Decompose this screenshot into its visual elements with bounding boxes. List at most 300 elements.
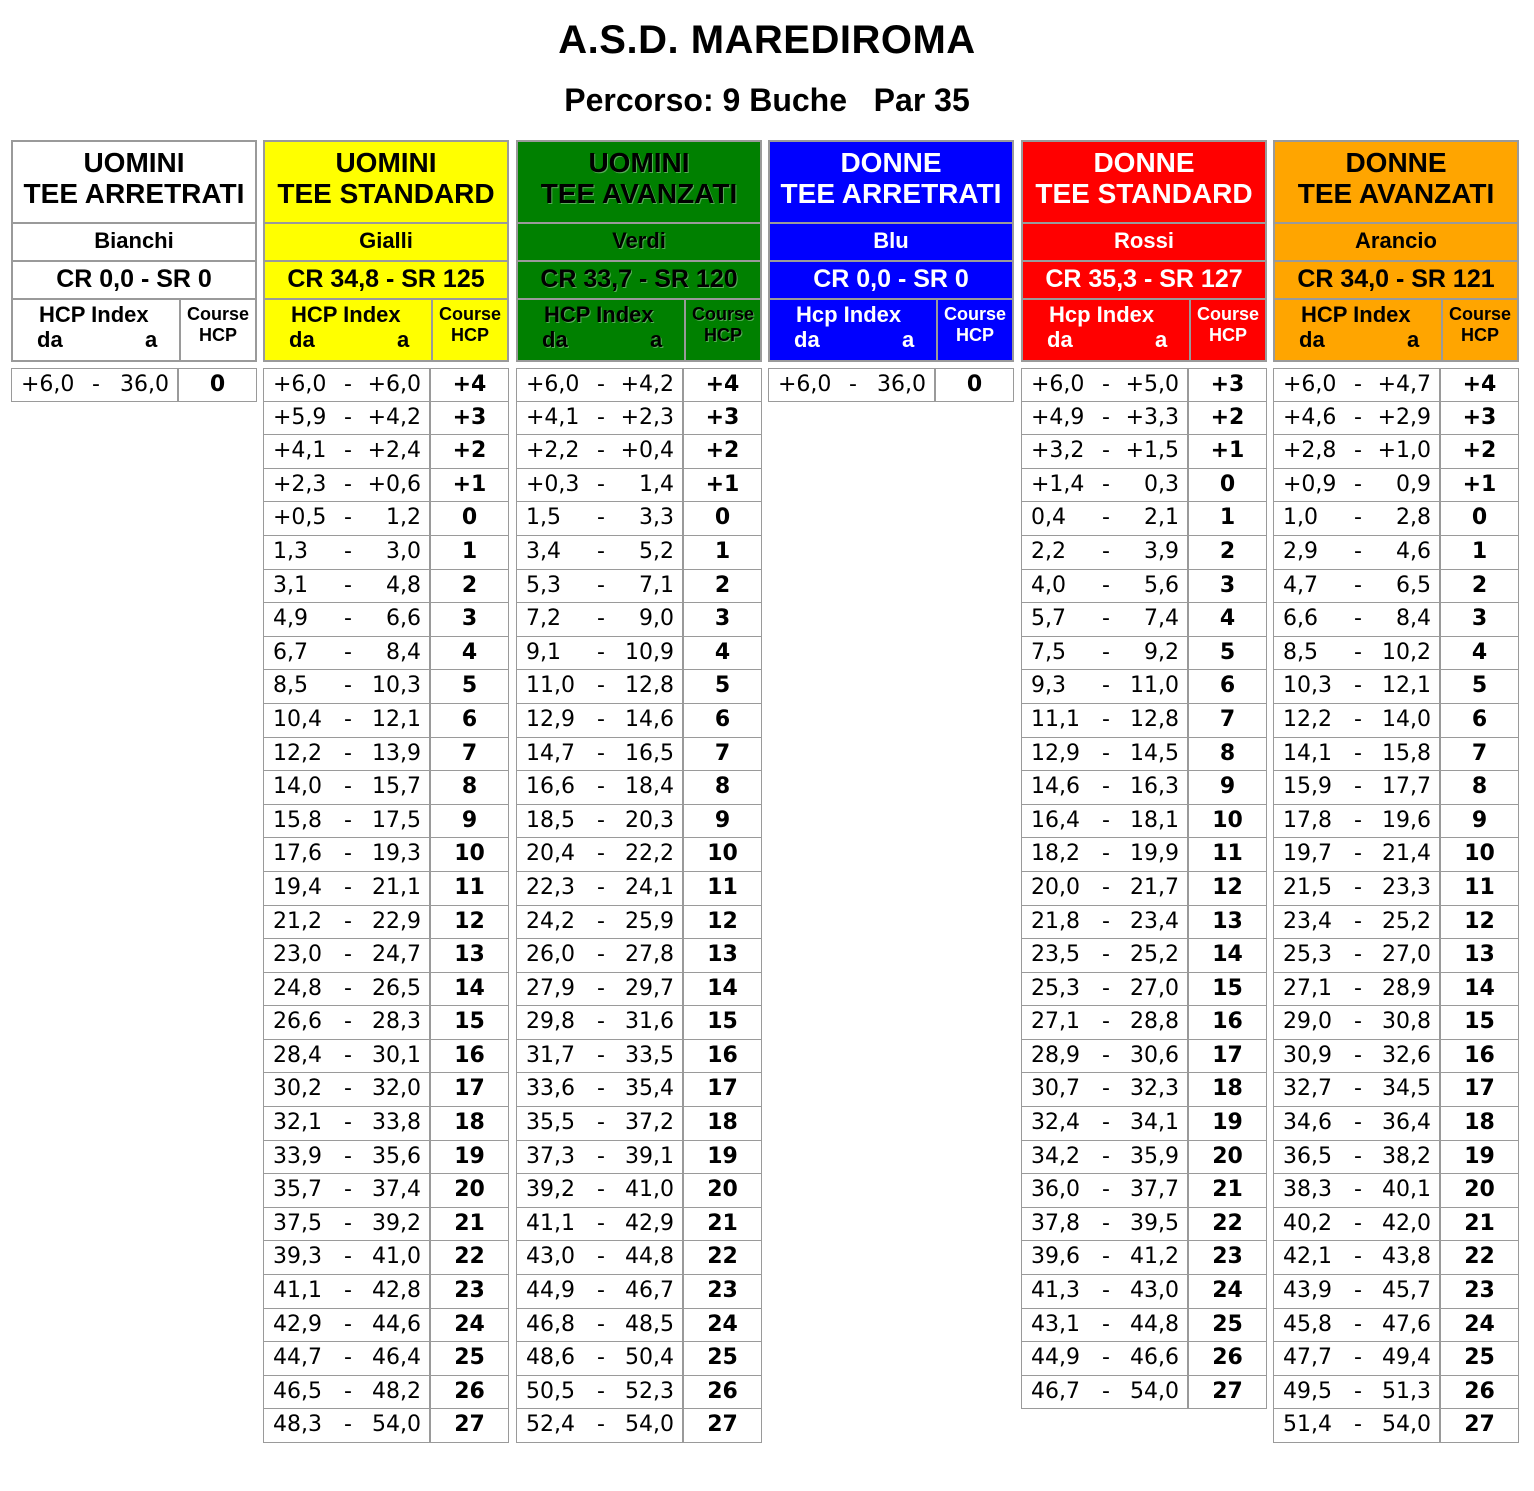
index-range: [517, 1309, 684, 1342]
range-dash: -: [344, 538, 352, 564]
course-hcp-value: 16: [454, 1042, 485, 1068]
table-row: [264, 1040, 508, 1074]
table-row: [1274, 738, 1518, 772]
table-row: [264, 872, 508, 906]
index-to: 46,6: [1130, 1345, 1179, 1371]
index-to: 18,4: [625, 774, 674, 800]
range-dash: -: [1102, 673, 1110, 699]
table-row: [1274, 1006, 1518, 1040]
table-row: [1022, 771, 1266, 805]
index-range: [264, 1342, 431, 1375]
tee-color-name: Bianchi: [13, 224, 255, 262]
range-dash: -: [344, 1042, 352, 1068]
table-row: [1274, 536, 1518, 570]
index-range: [264, 435, 431, 468]
index-from: 27,1: [1031, 1009, 1080, 1035]
index-range: [517, 1241, 684, 1274]
hcp-rows: [1021, 368, 1267, 1409]
index-range: [264, 738, 431, 771]
range-dash: -: [1102, 438, 1110, 464]
range-dash: -: [344, 1378, 352, 1404]
index-from: 15,9: [1283, 774, 1332, 800]
index-from: 37,3: [526, 1143, 575, 1169]
index-range: [264, 771, 431, 804]
range-dash: -: [597, 404, 605, 430]
index-range: [517, 435, 684, 468]
index-from: +2,8: [1283, 438, 1337, 464]
course-hcp-value: +3: [705, 404, 740, 430]
range-dash: -: [1354, 471, 1362, 497]
index-from: 43,9: [1283, 1278, 1332, 1304]
course-hcp-value: 25: [1212, 1311, 1243, 1337]
range-dash: -: [597, 1076, 605, 1102]
index-from: 39,3: [273, 1244, 322, 1270]
index-to: 4,8: [386, 572, 421, 598]
range-dash: -: [1102, 740, 1110, 766]
index-from: 14,0: [273, 774, 322, 800]
course-hcp-value: 12: [1212, 874, 1243, 900]
index-range: [1022, 973, 1189, 1006]
index-range: [1274, 1107, 1441, 1140]
index-to: 32,0: [372, 1076, 421, 1102]
range-dash: -: [344, 639, 352, 665]
range-dash: -: [1354, 1378, 1362, 1404]
table-row: [1022, 1376, 1266, 1410]
course-rating: CR 0,0 - SR 0: [13, 262, 255, 300]
index-to: 6,5: [1396, 572, 1431, 598]
range-dash: -: [344, 740, 352, 766]
range-dash: -: [1102, 1311, 1110, 1337]
index-range: [1274, 704, 1441, 737]
table-row: [517, 402, 761, 436]
table-row: [1274, 1208, 1518, 1242]
index-from: 29,0: [1283, 1009, 1332, 1035]
course-label: Course: [438, 304, 501, 324]
table-row: [1022, 1275, 1266, 1309]
course-hcp-value: 23: [1212, 1244, 1243, 1270]
range-dash: -: [1102, 1244, 1110, 1270]
index-to: 34,5: [1382, 1076, 1431, 1102]
range-dash: -: [344, 807, 352, 833]
index-to: 15,7: [372, 774, 421, 800]
range-dash: -: [344, 874, 352, 900]
index-from: +4,6: [1283, 404, 1337, 430]
course-hcp-value: 26: [454, 1378, 485, 1404]
index-range: [1022, 536, 1189, 569]
index-range: [1274, 805, 1441, 838]
course-hcp-value: 15: [1212, 975, 1243, 1001]
column-headers: [265, 300, 507, 360]
range-dash: -: [1354, 807, 1362, 833]
course-hcp-value: 3: [714, 606, 731, 632]
course-hcp-value: 17: [454, 1076, 485, 1102]
course-hcp-value: 4: [1219, 606, 1236, 632]
index-range: [264, 670, 431, 703]
course-hcp-value: 17: [707, 1076, 738, 1102]
index-range: [1022, 369, 1189, 401]
hcp-index-label: Hcp Index: [1049, 302, 1155, 327]
index-from: 14,7: [526, 740, 575, 766]
range-dash: -: [1354, 1042, 1362, 1068]
range-dash: -: [597, 1210, 605, 1236]
index-to: 11,0: [1130, 673, 1179, 699]
index-range: [517, 1174, 684, 1207]
range-dash: -: [1354, 1076, 1362, 1102]
index-to: 32,3: [1130, 1076, 1179, 1102]
course-hcp-value: 24: [1212, 1278, 1243, 1304]
hcp-label: HCP: [703, 325, 742, 345]
range-dash: -: [1354, 606, 1362, 632]
column-headers: [518, 300, 760, 360]
table-row: [1274, 502, 1518, 536]
course-hcp-value: 21: [707, 1210, 738, 1236]
index-range: [264, 469, 431, 502]
table-row: [264, 838, 508, 872]
index-to: 6,6: [386, 606, 421, 632]
index-from: 46,8: [526, 1311, 575, 1337]
index-to: 10,9: [625, 639, 674, 665]
course-hcp-value: 22: [454, 1244, 485, 1270]
course-rating: CR 34,8 - SR 125: [265, 262, 507, 300]
table-row: [1022, 603, 1266, 637]
tee-title: [1275, 142, 1517, 224]
range-dash: -: [1102, 538, 1110, 564]
table-row: [1022, 704, 1266, 738]
hcp-label: HCP: [1208, 325, 1247, 345]
range-dash: -: [344, 1177, 352, 1203]
index-to: 35,4: [625, 1076, 674, 1102]
range-dash: -: [1102, 639, 1110, 665]
index-to: 12,1: [1382, 673, 1431, 699]
index-range: [264, 1040, 431, 1073]
range-dash: -: [344, 505, 352, 531]
course-hcp-value: 20: [1464, 1177, 1495, 1203]
index-to: 12,8: [625, 673, 674, 699]
index-range: [1022, 469, 1189, 502]
index-from: 1,3: [273, 538, 308, 564]
table-row: [12, 368, 256, 402]
table-row: [264, 704, 508, 738]
index-from: 21,8: [1031, 908, 1080, 934]
course-hcp-value: 7: [714, 740, 731, 766]
course-hcp-value: 17: [1464, 1076, 1495, 1102]
index-range: [264, 973, 431, 1006]
range-dash: -: [597, 1244, 605, 1270]
index-from: 20,4: [526, 841, 575, 867]
table-row: [1274, 704, 1518, 738]
course-hcp-header: [938, 300, 1012, 360]
course-rating: CR 34,0 - SR 121: [1275, 262, 1517, 300]
course-hcp-value: 25: [454, 1345, 485, 1371]
table-row: [1022, 872, 1266, 906]
index-to: 48,2: [372, 1378, 421, 1404]
index-from: 48,6: [526, 1345, 575, 1371]
index-to: 44,8: [1130, 1311, 1179, 1337]
course-hcp-value: 13: [1464, 942, 1495, 968]
index-range: [517, 469, 684, 502]
index-from: 7,5: [1031, 639, 1066, 665]
index-from: 29,8: [526, 1009, 575, 1035]
table-row: [264, 1275, 508, 1309]
range-dash: -: [1354, 1311, 1362, 1337]
table-row: [517, 1409, 761, 1443]
index-to: 21,7: [1130, 874, 1179, 900]
range-dash: -: [597, 639, 605, 665]
to-label: a: [650, 327, 663, 352]
course-hcp-value: 16: [1464, 1042, 1495, 1068]
index-from: 18,2: [1031, 841, 1080, 867]
range-dash: -: [1102, 372, 1110, 397]
range-dash: -: [344, 774, 352, 800]
course-hcp-value: +2: [452, 438, 487, 464]
index-range: [1022, 1006, 1189, 1039]
hcp-index-header: [1023, 300, 1191, 360]
hcp-label: HCP: [955, 325, 994, 345]
index-range: [517, 872, 684, 905]
index-to: 35,9: [1130, 1143, 1179, 1169]
table-row: [1274, 805, 1518, 839]
hcp-label: HCP: [450, 325, 489, 345]
gender-label: UOMINI: [83, 147, 185, 178]
range-dash: -: [1354, 1244, 1362, 1270]
table-row: [769, 368, 1013, 402]
hcp-index-label: HCP Index: [1301, 302, 1411, 327]
tee-color-name: Arancio: [1275, 224, 1517, 262]
index-range: [264, 939, 431, 972]
table-row: [517, 1073, 761, 1107]
course-hcp-value: 8: [1471, 774, 1488, 800]
index-from: 2,2: [1031, 538, 1066, 564]
range-dash: -: [344, 1244, 352, 1270]
tee-header: [516, 140, 762, 362]
table-row: [1022, 1107, 1266, 1141]
course-hcp-value: 14: [1212, 942, 1243, 968]
index-from: 31,7: [526, 1042, 575, 1068]
range-dash: -: [1102, 1042, 1110, 1068]
table-row: [1274, 1174, 1518, 1208]
course-hcp-value: +3: [452, 404, 487, 430]
table-row: [264, 1174, 508, 1208]
index-to: 10,3: [372, 673, 421, 699]
gender-label: DONNE: [1093, 147, 1195, 178]
range-dash: -: [344, 1278, 352, 1304]
hcp-rows: [263, 368, 509, 1443]
course-hcp-value: 18: [707, 1110, 738, 1136]
index-to: 16,5: [625, 740, 674, 766]
from-label: da: [542, 327, 568, 352]
tee-label: TEE ARRETRATI: [23, 178, 245, 209]
range-dash: -: [597, 706, 605, 732]
course-hcp-value: 23: [1464, 1278, 1495, 1304]
tee-title: [13, 142, 255, 224]
index-from: 46,5: [273, 1378, 322, 1404]
index-to: 27,0: [1382, 942, 1431, 968]
index-range: [1274, 1040, 1441, 1073]
index-range: [517, 838, 684, 871]
range-dash: -: [344, 942, 352, 968]
index-range: [1022, 1309, 1189, 1342]
range-dash: -: [1102, 841, 1110, 867]
index-to: 50,4: [625, 1345, 674, 1371]
index-from: 6,6: [1283, 606, 1318, 632]
index-to: 39,1: [625, 1143, 674, 1169]
index-range: [264, 1073, 431, 1106]
range-dash: -: [1354, 673, 1362, 699]
index-range: [1274, 469, 1441, 502]
index-to: 22,2: [625, 841, 674, 867]
course-hcp-value: 27: [1212, 1378, 1243, 1404]
index-range: [1274, 939, 1441, 972]
index-to: +0,6: [367, 471, 421, 497]
range-dash: -: [597, 505, 605, 531]
table-row: [1022, 939, 1266, 973]
table-row: [517, 1241, 761, 1275]
index-from: 32,7: [1283, 1076, 1332, 1102]
index-from: 4,7: [1283, 572, 1318, 598]
index-range: [1274, 1073, 1441, 1106]
index-range: [264, 502, 431, 535]
index-to: 3,0: [386, 538, 421, 564]
course-hcp-value: 15: [707, 1009, 738, 1035]
course-hcp-value: 18: [1212, 1076, 1243, 1102]
table-row: [1274, 570, 1518, 604]
range-dash: -: [1354, 975, 1362, 1001]
index-range: [264, 402, 431, 435]
table-row: [517, 939, 761, 973]
index-from: +2,2: [526, 438, 580, 464]
hcp-index-label: Hcp Index: [796, 302, 902, 327]
index-range: [1274, 1409, 1441, 1442]
index-range: [517, 805, 684, 838]
index-range: [1274, 1342, 1441, 1375]
course-rating: CR 0,0 - SR 0: [770, 262, 1012, 300]
range-dash: -: [1354, 438, 1362, 464]
index-to: +0,4: [620, 438, 674, 464]
index-range: [1274, 1309, 1441, 1342]
index-from: 23,0: [273, 942, 322, 968]
table-row: [1274, 906, 1518, 940]
table-row: [1274, 603, 1518, 637]
index-to: 2,1: [1144, 505, 1179, 531]
index-from: 44,7: [273, 1345, 322, 1371]
table-row: [517, 435, 761, 469]
index-to: 28,8: [1130, 1009, 1179, 1035]
range-dash: -: [1102, 908, 1110, 934]
index-range: [1022, 872, 1189, 905]
index-to: 54,0: [1382, 1412, 1431, 1438]
index-to: 3,9: [1144, 538, 1179, 564]
course-hcp-value: 18: [1464, 1110, 1495, 1136]
course-hcp-value: 4: [461, 639, 478, 665]
index-from: 21,5: [1283, 874, 1332, 900]
course-hcp-value: 7: [1219, 706, 1236, 732]
index-from: 14,6: [1031, 774, 1080, 800]
course-hcp-value: 19: [1212, 1110, 1243, 1136]
index-from: 1,0: [1283, 505, 1318, 531]
course-hcp-value: 6: [1471, 706, 1488, 732]
tee-header: [768, 140, 1014, 362]
index-from: 39,2: [526, 1177, 575, 1203]
tee-color-name: Gialli: [265, 224, 507, 262]
index-range: [517, 738, 684, 771]
index-range: [264, 603, 431, 636]
index-range: [1022, 1342, 1189, 1375]
index-range: [1274, 570, 1441, 603]
to-label: a: [1407, 327, 1420, 352]
range-dash: -: [344, 908, 352, 934]
index-range: [264, 1141, 431, 1174]
table-row: [264, 1241, 508, 1275]
course-hcp-value: 0: [1219, 471, 1236, 497]
index-from: 34,2: [1031, 1143, 1080, 1169]
range-dash: -: [1102, 975, 1110, 1001]
table-row: [1274, 670, 1518, 704]
index-range: [264, 838, 431, 871]
index-range: [264, 1107, 431, 1140]
course-hcp-value: 11: [1464, 874, 1495, 900]
index-to: +6,0: [367, 372, 421, 397]
course-hcp-value: 1: [1219, 505, 1236, 531]
from-label: da: [289, 327, 315, 352]
course-hcp-value: 13: [454, 942, 485, 968]
course-hcp-value: 20: [707, 1177, 738, 1203]
course-hcp-value: +3: [1462, 404, 1497, 430]
index-from: 16,4: [1031, 807, 1080, 833]
table-row: [517, 502, 761, 536]
table-row: [517, 771, 761, 805]
index-to: 19,6: [1382, 807, 1431, 833]
index-range: [264, 1309, 431, 1342]
course-hcp-value: 11: [707, 874, 738, 900]
index-to: 54,0: [625, 1412, 674, 1438]
index-from: 34,6: [1283, 1110, 1332, 1136]
index-range: [1274, 771, 1441, 804]
range-dash: -: [1354, 639, 1362, 665]
course-hcp-value: 26: [707, 1378, 738, 1404]
course-hcp-value: 13: [707, 942, 738, 968]
table-row: [517, 1376, 761, 1410]
index-to: 33,8: [372, 1110, 421, 1136]
index-from: 19,7: [1283, 841, 1332, 867]
index-from: +1,4: [1031, 471, 1085, 497]
index-range: [1022, 704, 1189, 737]
course-hcp-value: 18: [454, 1110, 485, 1136]
range-dash: -: [344, 841, 352, 867]
index-from: 3,1: [273, 572, 308, 598]
page-title: A.S.D. MAREDIROMA: [558, 18, 976, 62]
course-hcp-value: 7: [461, 740, 478, 766]
range-dash: -: [1354, 505, 1362, 531]
hcp-index-header: [518, 300, 686, 360]
index-to: 39,5: [1130, 1210, 1179, 1236]
from-label: da: [1299, 327, 1325, 352]
range-dash: -: [597, 1378, 605, 1404]
table-row: [264, 771, 508, 805]
course-hcp-value: 15: [454, 1009, 485, 1035]
index-from: 6,7: [273, 639, 308, 665]
index-from: 12,2: [1283, 706, 1332, 732]
table-row: [517, 536, 761, 570]
course-hcp-value: 11: [1212, 841, 1243, 867]
index-range: [12, 369, 179, 401]
index-range: [1022, 402, 1189, 435]
index-to: +4,7: [1377, 372, 1431, 397]
index-to: 30,8: [1382, 1009, 1431, 1035]
index-range: [517, 1040, 684, 1073]
table-row: [1022, 1342, 1266, 1376]
tee-label: TEE AVANZATI: [1297, 178, 1495, 209]
index-range: [1274, 838, 1441, 871]
